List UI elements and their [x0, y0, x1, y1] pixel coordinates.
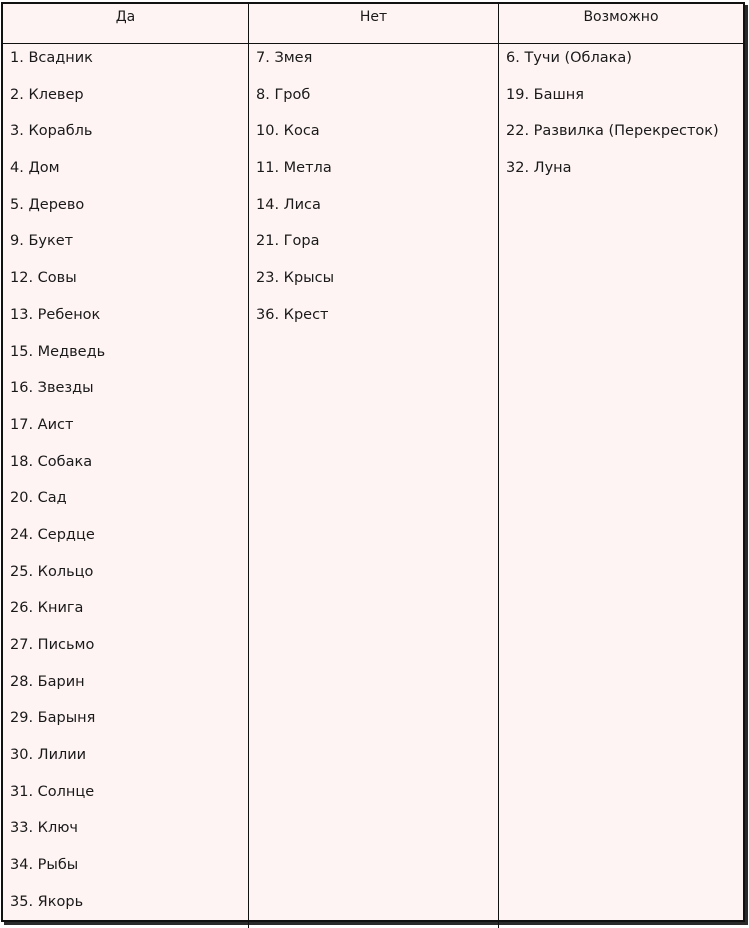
list-item: 12. Совы: [10, 270, 77, 287]
list-item: 11. Метла: [256, 160, 332, 177]
list-item: 25. Кольцо: [10, 563, 94, 580]
list-item: 13. Ребенок: [10, 306, 101, 323]
column-maybe: [499, 44, 743, 928]
list-item: 33. Ключ: [10, 820, 79, 837]
header-no: Нет: [249, 4, 499, 44]
list-item: 26. Книга: [10, 600, 84, 617]
list-item: 6. Тучи (Облака): [506, 50, 632, 66]
list-item: 35. Якорь: [10, 893, 84, 910]
list-item: 17. Аист: [10, 416, 74, 433]
list-item: 7. Змея: [256, 50, 313, 66]
list-item: 21. Гора: [256, 233, 320, 250]
list-item: 18. Собака: [10, 453, 93, 470]
list-item: 19. Башня: [506, 86, 584, 103]
header-maybe: Возможно: [499, 4, 743, 44]
list-item: 32. Луна: [506, 160, 572, 177]
list-item: 14. Лиса: [256, 196, 321, 213]
list-item: 36. Крест: [256, 306, 329, 323]
list-item: 28. Барин: [10, 673, 85, 690]
table-shadow-right: [745, 5, 748, 924]
list-item: 3. Корабль: [10, 123, 93, 140]
list-item: 34. Рыбы: [10, 857, 79, 874]
list-item: 16. Звезды: [10, 380, 94, 397]
list-item: 1. Всадник: [10, 50, 93, 66]
list-item: 24. Сердце: [10, 526, 95, 543]
list-item: 5. Дерево: [10, 196, 85, 213]
list-item: 23. Крысы: [256, 270, 335, 287]
column-yes: [3, 44, 249, 928]
list-item: 31. Солнце: [10, 783, 95, 800]
list-item: 22. Развилка (Перекресток): [506, 123, 719, 140]
list-item: 29. Барыня: [10, 710, 96, 727]
list-item: 10. Коса: [256, 123, 320, 140]
list-item: 2. Клевер: [10, 86, 84, 103]
list-item: 8. Гроб: [256, 86, 311, 103]
answer-table: [1, 2, 745, 922]
column-no: [249, 44, 499, 928]
list-item: 15. Медведь: [10, 343, 106, 360]
list-item: 30. Лилии: [10, 747, 87, 764]
list-item: 27. Письмо: [10, 637, 95, 653]
header-yes: Да: [3, 4, 249, 44]
list-item: 20. Сад: [10, 490, 67, 507]
list-item: 9. Букет: [10, 233, 74, 250]
list-item: 4. Дом: [10, 160, 60, 177]
